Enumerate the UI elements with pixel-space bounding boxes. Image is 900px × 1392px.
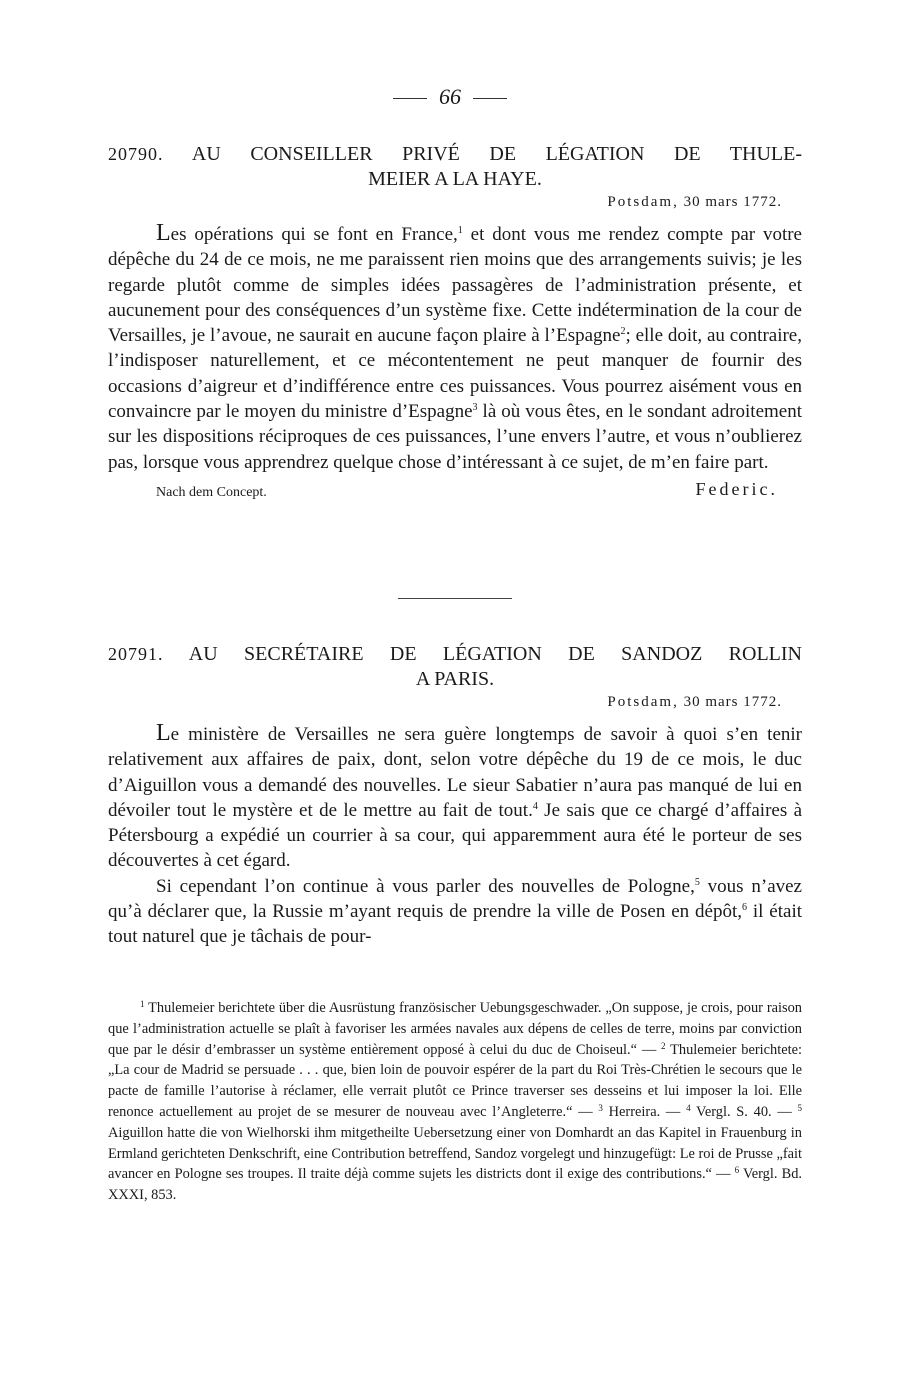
letter-place: Potsdam, [607, 194, 679, 210]
initial-letter: L [156, 220, 171, 246]
footnote-marker: 1 [140, 999, 145, 1009]
page-number-rule-right [473, 98, 507, 99]
paragraph [108, 221, 802, 475]
letter-addressee: AU CONSEILLER PRIVÉ DE LÉGATION DE THULE- [191, 143, 802, 165]
footnote-marker: 4 [686, 1102, 691, 1113]
initial-letter: L [156, 720, 171, 746]
text-run: là où vous êtes, en le sondant adroitement sur les dispositions réciproques de ces puissances, l’une envers l’autre, et vous n’oublierez pas, lorsque vous apprendrez quelque chose d’intéressant à ce sujet, de m’en faire part. [108, 401, 802, 473]
letter-body [108, 221, 802, 475]
letter-heading-line-1 [108, 142, 802, 167]
footnote-text: Thulemeier berichtete: „La cour de Madrid se persuade . . . que, bien loin de pouvoir espérer de la part du Roi Très-Chrétien le secours que le pacte de famille l’autorise à réclamer, elle verrait plutôt ce Prince traverser ses desseins et lui imposer la loi. Elle renonce actuellement au projet de se mesurer de nouveau avec l’Angleterre.“ — [108, 1041, 802, 1120]
paragraph [108, 874, 802, 950]
letter-heading-line-2: MEIER A LA HAYE. [368, 168, 542, 190]
footnote-text: Herreira. — [602, 1103, 687, 1120]
footnote-ref: 3 [472, 402, 478, 414]
letter-date: 30 mars 1772. [683, 694, 782, 710]
letter-number: 20791. [108, 644, 164, 664]
footnote-text: Vergl. Bd. XXXI, 853. [108, 1166, 802, 1204]
letter-heading-line-2: A PARIS. [415, 668, 495, 690]
footnote-ref: 6 [742, 902, 747, 914]
page-number-text: 66 [439, 84, 461, 109]
letter-number: 20790. [108, 144, 164, 164]
text-run: vous n’avez qu’à déclarer que, la Russie m’ayant requis de prendre la ville de Posen en dépôt, [108, 875, 802, 923]
footnote-text: Vergl. S. 40. — [690, 1103, 798, 1120]
letter-date: 30 mars 1772. [683, 194, 782, 210]
footnote-ref: 4 [532, 800, 538, 812]
footnote-marker: 2 [661, 1040, 666, 1051]
footnote-marker: 5 [797, 1102, 802, 1113]
letter-20791 [108, 642, 802, 950]
letter-closing [108, 479, 802, 507]
letter-heading [108, 142, 802, 192]
text-run: il était tout naturel que je tâchais de pour- [108, 901, 802, 948]
page-number [0, 84, 900, 110]
section-divider [398, 598, 512, 599]
signature: Federic. [695, 478, 778, 499]
text-run: e ministère de Versailles ne sera guère longtemps de savoir à quoi s’en tenir relativement aux affaires de paix, dont, selon votre dépêche du 19 de ce mois, le duc d’Aiguillon vous a demandé des nouvelles. Le sieur Sabatier n’aura pas manqué de lui en dévoiler tout le mystère et de le mettre au fait de tout. [108, 724, 802, 821]
footnote-text: Aiguillon hatte die von Wielhorski ihm mitgetheilte Uebersetzung einer von Domhardt an das Kapitel in Frauenburg in Ermland gerichteten Denkschrift, eine Contribution betreffend, Sandoz vorgelegt und hinzugefügt: Le roi de Prusse „fait avancer en Pologne ses troupes. Il traite déjà comme sujets les districts dont il exige des contributions.“ — [108, 1124, 803, 1183]
text-run: es opérations qui se font en France, [170, 224, 458, 245]
footnote-ref: 5 [694, 876, 700, 888]
letter-place: Potsdam, [607, 694, 679, 710]
paragraph [108, 721, 802, 874]
text-run: et dont vous me rendez compte par votre dépêche du 24 de ce mois, ne me paraissent rien moins que des arrangements suivis; je les regarde plutôt comme de simples idées passagères de l’administration présente, et aucunement pour des conséquences d’un système fixe. Cette indétermination de la cour de Versailles, je l’avoue, ne saurait en aucune façon plaire à l’Espagne [108, 224, 802, 347]
letter-heading [108, 642, 802, 692]
text-run: Si cependant l’on continue à vous parler des nouvelles de Pologne, [156, 875, 695, 897]
footnote-ref: 1 [457, 225, 463, 236]
text-run: ; elle doit, au contraire, l’indisposer naturellement, et ce mécontentement ne peut manquer de fournir des occasions d’aigreur et d’indifférence entre ces puissances. Vous pourrez aisément vous en convaincre par le moyen du ministre d’Espagne [108, 325, 802, 423]
footnote-text: Thulemeier berichtete über die Ausrüstung französischer Uebungsgeschwader. „On suppose, je crois, pour raison que l’administration actuelle se plaît à favoriser les armées navales aux dépens de celles de terre, moins par conviction que par le désir d’embrasser un système entièrement opposé à celui du duc de Choiseul.“ — [108, 1000, 802, 1058]
letter-addressee: AU SECRÉTAIRE DE LÉGATION DE SANDOZ ROLLIN [188, 643, 802, 665]
letter-heading-line-1 [108, 642, 802, 667]
letter-dateline [108, 694, 802, 711]
page-number-rule-left [393, 98, 427, 99]
source-note: Nach dem Concept. [156, 484, 267, 500]
letter-body [108, 721, 802, 950]
footnote-ref: 2 [620, 326, 626, 338]
letter-20790 [108, 142, 802, 507]
footnote-marker: 3 [598, 1102, 603, 1113]
footnote-block [108, 998, 802, 1206]
text-run: Je sais que ce chargé d’affaires à Pétersbourg a expédié un courrier à sa cour, qui apparemment aura été le porteur de ses découvertes à cet égard. [108, 799, 803, 872]
footnotes [108, 998, 802, 1206]
footnote-marker: 6 [734, 1165, 740, 1176]
letter-dateline [108, 194, 802, 211]
